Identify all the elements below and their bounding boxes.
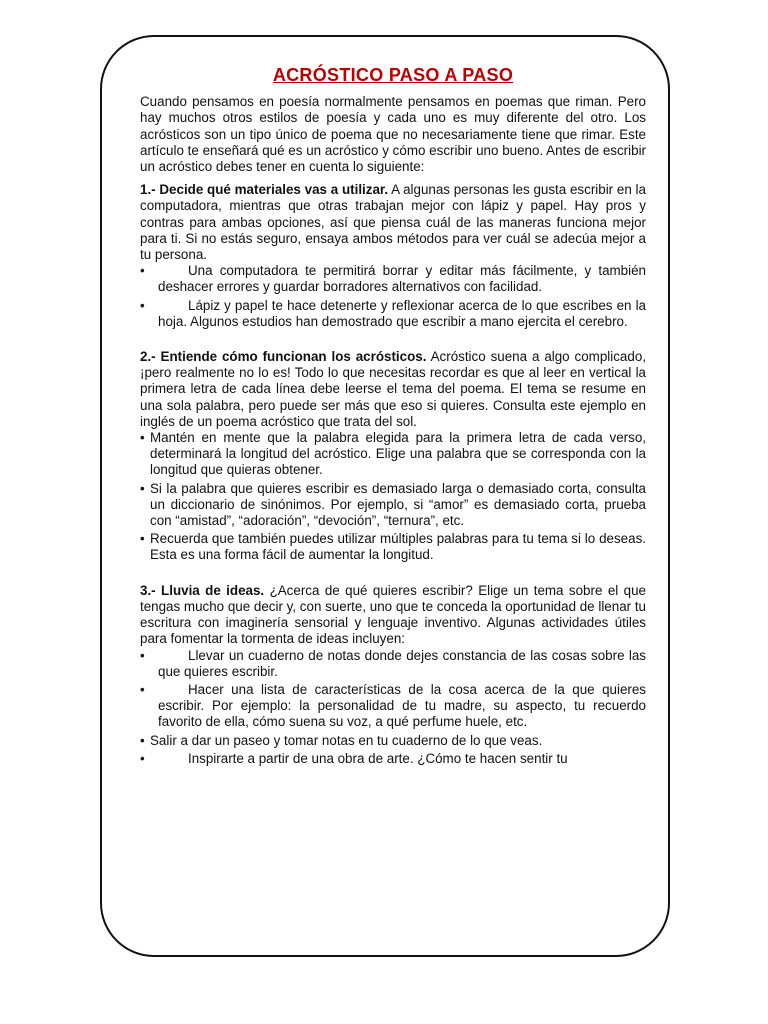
section-2-paragraph [140, 349, 646, 430]
bullet-icon: • [140, 732, 145, 748]
list-item: • Lápiz y papel te hace detenerte y reflexionar acerca de lo que escribes en la hoja. Algunos estudios han demostrado que escribir a mano ejercita el cerebro. [140, 297, 646, 329]
list-item: • Mantén en mente que la palabra elegida para la primera letra de cada verso, determinará la longitud del acróstico. Elige una palabra que se corresponda con la longitud que quieras obtener. [140, 430, 646, 478]
bullet-icon: • [140, 647, 145, 663]
list-item: • Si la palabra que quieres escribir es demasiado larga o demasiado corta, consulta un diccionario de sinónimos. Por ejemplo, si “amor” es demasiado corta, prueba con “amistad”, “adoración”, “devoción”, “ternura”, etc. [140, 480, 646, 529]
list-item: • Salir a dar un paseo y tomar notas en tu cuaderno de lo que veas. [140, 732, 543, 748]
bullet-icon: • [140, 750, 145, 766]
bullet-icon: • [140, 263, 145, 279]
list-item: • Una computadora te permitirá borrar y editar más fácilmente, y también deshacer errores y guardar borradores alternativos con facilidad. [140, 263, 646, 295]
section-3-body: ¿Acerca de qué quieres escribir? Elige un tema sobre el que tengas mucho que decir y, con suerte, uno que te conceda la oportunidad de llenar tu escritura con imaginería sensorial y lenguaje inventivo. Algunas actividades útiles para fomentar la tormenta de ideas incluyen: [140, 582, 647, 647]
section-2-bullets [140, 430, 646, 564]
document-title: ACRÓSTICO PASO A PASO [272, 65, 514, 85]
intro-paragraph: Cuando pensamos en poesía normalmente pensamos en poemas que riman. Pero hay muchos otros estilos de poesía y cada uno es muy diferente del otro. Los acrósticos son un tipo único de poema que no necesariamente tiene que rimar. Este artículo te enseñará qué es un acróstico y cómo escribir uno bueno. Antes de escribir un acróstico debes tener en cuenta lo siguiente: [140, 94, 646, 175]
bullet-icon: • [140, 531, 145, 547]
section-1-bullets [140, 263, 646, 330]
section-1-body: A algunas personas les gusta escribir en la computadora, mientras que otras trabajan mejor con lápiz y papel. Hay pros y contras para ambas opciones, así que piensa cuál de las maneras funciona mejor para ti. Si no estás seguro, ensaya ambos métodos para ver cuál se adecúa mejor a tu persona. [140, 182, 646, 263]
bullet-icon: • [140, 681, 145, 697]
section-2-heading: 2.- Entiende cómo funcionan los acrósticos. [140, 349, 427, 365]
section-3-bullets [140, 648, 646, 767]
document-content [140, 67, 646, 769]
rounded-frame [100, 35, 670, 957]
list-item: • Llevar un cuaderno de notas donde dejes constancia de las cosas sobre las que quieres escribir. [140, 647, 646, 679]
section-1-heading: 1.- Decide qué materiales vas a utilizar. [140, 182, 389, 198]
section-2-body: Acróstico suena a algo complicado, ¡pero realmente no lo es! Todo lo que necesitas recordar es que al leer en vertical la primera letra de cada línea debe leerse el tema del poema. El tema se resume en una sola palabra, pero puede ser más que eso si quieres. Consulta este ejemplo en inglés de un poema acróstico que trata del sol. [140, 349, 646, 429]
list-item: • Hacer una lista de características de la cosa acerca de la que quieres escribir. Por ejemplo: la personalidad de tu madre, su aspecto, tu recuerdo favorito de ella, cómo suena su voz, a qué perfume huele, etc. [140, 681, 646, 730]
section-1-paragraph [140, 182, 646, 263]
bullet-icon: • [140, 480, 145, 496]
bullet-icon: • [140, 297, 145, 313]
list-item: • Inspirarte a partir de una obra de arte. ¿Cómo te hacen sentir tu [140, 750, 568, 766]
list-item: • Recuerda que también puedes utilizar múltiples palabras para tu tema si lo deseas. Esta es una forma fácil de aumentar la longitud. [140, 531, 646, 563]
bullet-icon: • [140, 430, 145, 446]
section-3-paragraph [140, 583, 646, 648]
section-3-heading: 3.- Lluvia de ideas. [140, 582, 265, 598]
